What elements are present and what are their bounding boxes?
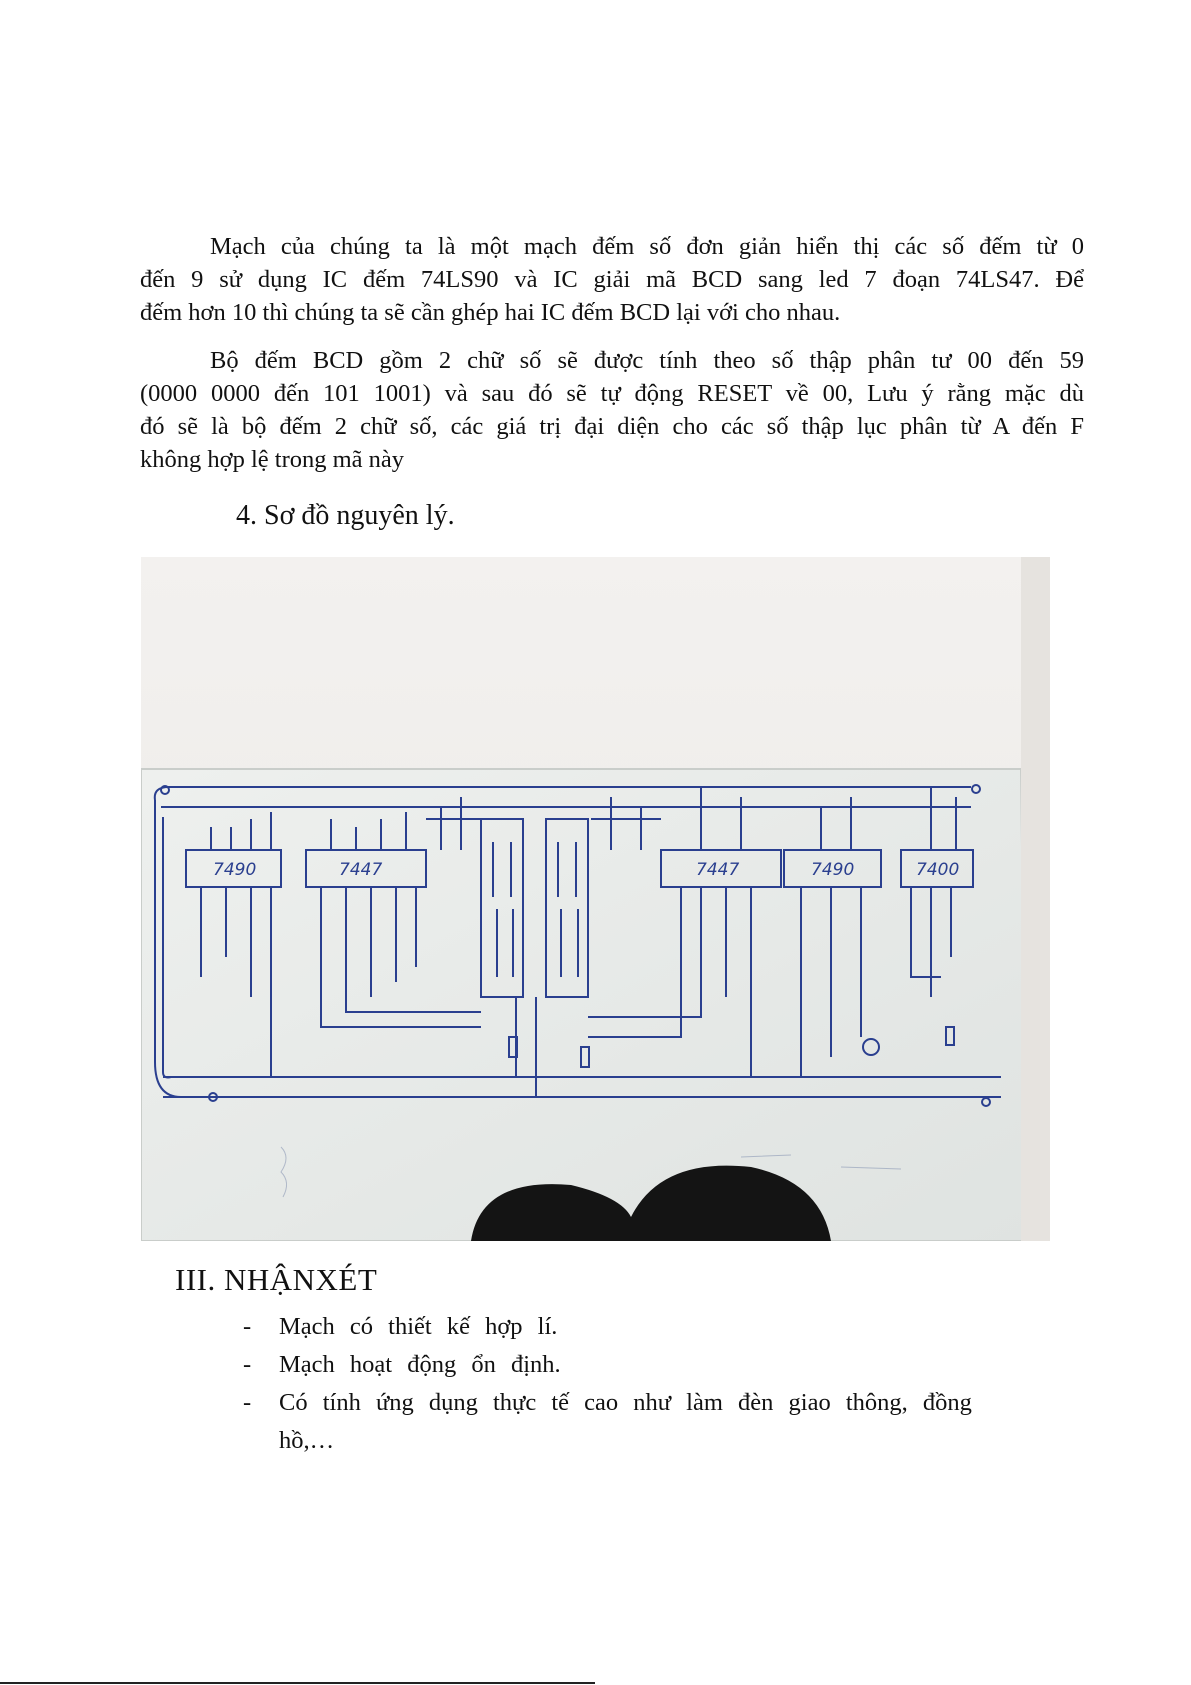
text-line: đếm hơn 10 thì chúng ta sẽ cần ghép hai IC đếm BCD lại với cho nhau. — [140, 299, 841, 326]
text-line: Bộ đếm BCD gồm 2 chữ số sẽ được tính theo số thập phân tư 00 đến 59 — [210, 347, 1084, 374]
bcd-paragraph — [140, 344, 1084, 476]
chip-label: 7400 — [916, 860, 960, 880]
list-item: - Mạch hoạt động ổn định. — [243, 1346, 983, 1384]
text-line: không hợp lệ trong mã này — [140, 446, 405, 473]
text-line: Mạch của chúng ta là một mạch đếm số đơn giản hiển thị các số đếm từ 0 — [210, 233, 1084, 260]
section-heading-schematic: 4. Sơ đồ nguyên lý. — [236, 500, 455, 531]
chip-label: 7447 — [696, 860, 740, 880]
text-line: đó sẽ là bộ đếm 2 chữ số, các giá trị đại diện cho các số thập lục phân từ A đến F — [140, 413, 1084, 440]
footnote-rule — [0, 1682, 595, 1684]
intro-paragraph — [140, 230, 1084, 329]
list-item: - Mạch có thiết kế hợp lí. — [243, 1308, 983, 1346]
section-heading-remarks: III. NHẬNXÉT — [175, 1262, 378, 1297]
schematic-photo — [141, 557, 1050, 1241]
bullet-dash: - — [243, 1351, 252, 1378]
bullet-dash: - — [243, 1313, 252, 1340]
text-line: đến 9 sử dụng IC đếm 74LS90 và IC giải mã BCD sang led 7 đoạn 74LS47. Để — [140, 266, 1084, 293]
chip-label: 7490 — [811, 860, 855, 880]
chip-label: 7490 — [213, 860, 257, 880]
text-line: (0000 0000 đến 101 1001) và sau đó sẽ tự động RESET về 00, Lưu ý rằng mặc dù — [140, 380, 1084, 407]
list-item: - Có tính ứng dụng thực tế cao như làm đèn giao thông, đồng hồ,… — [243, 1384, 983, 1460]
bullet-dash: - — [243, 1389, 252, 1416]
remarks-list — [243, 1308, 983, 1460]
chip-label: 7447 — [339, 860, 383, 880]
